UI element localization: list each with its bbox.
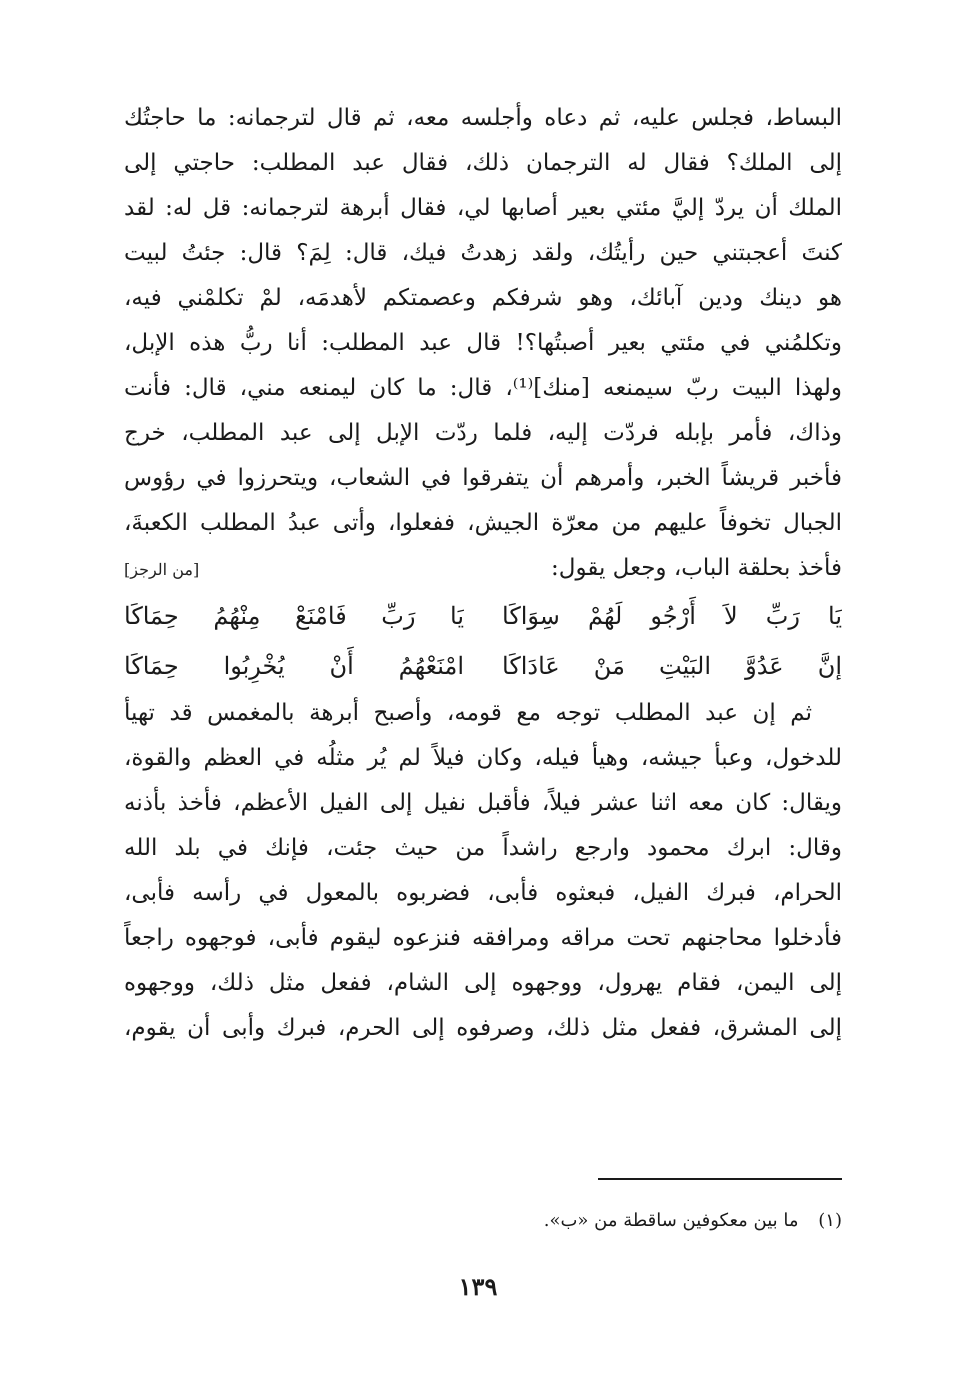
text-line: هو دينك ودين آبائك، وهو شرفكم وعصمتكم لأهدمَه، لمْ تكلمْني فيه، bbox=[124, 285, 842, 311]
text-line: ويقال: كان معه اثنا عشر فيلاً، فأقبل نفيل إلى الفيل الأعظم، فأخذ بأذنه bbox=[124, 790, 842, 816]
text-line: وتكلمُني في مئتي بعير أصبتُها؟! قال عبد المطلب: أنا ربُّ هذه الإبل، bbox=[124, 330, 842, 356]
main-text bbox=[124, 96, 842, 1051]
page-number: ١٣٩ bbox=[458, 1272, 498, 1301]
verse-first-hemistich: يَا رَبِّ لاَ أَرْجُو لَهُمْ سِوَاكَا bbox=[502, 602, 842, 630]
verse-second-hemistich: امْنَعْهُمُ أَنْ يُخْرِبُوا حِمَاكَا bbox=[124, 652, 464, 680]
text-line: فأدخلوا محاجنهم تحت مراقه ومرافقه فنزعوه ليقوم فأبى، فوجهوه راجعاً bbox=[124, 925, 842, 951]
text-line: الملك أن يردّ إليَّ مئتي بعير أصابها لي، فقال أبرهة لترجمانه: قل له: لقد bbox=[124, 195, 842, 221]
text-line: كنتَ أعجبتني حين رأيتُك، ولقد زهدتُ فيك، قال: لِمَ؟ قال: جئتُ لبيت bbox=[124, 240, 842, 266]
text-line: للدخول، وعبأ جيشه، وهيأ فيله، وكان فيلاً لم يُر مثلُه في العظم والقوة، bbox=[124, 745, 842, 771]
text-line: إلى الملك؟ فقال له الترجمان ذلك، فقال عبد المطلب: حاجتي إلى bbox=[124, 150, 842, 176]
text-line: الجبال تخوفاً عليهم من معرّة الجيش، ففعلوا، وأتى عبدُ المطلب الكعبةَ، bbox=[124, 510, 842, 536]
verse-row bbox=[124, 641, 842, 691]
footnote-separator bbox=[598, 1178, 842, 1180]
text-line: ولهذا البيت ربّ سيمنعه [منك]⁽¹⁾، قال: ما كان ليمنعه مني، قال: فأنت bbox=[124, 375, 842, 401]
text-line: البساط، فجلس عليه، ثم دعاه وأجلسه معه، ثم قال لترجمانه: ما حاجتُك bbox=[124, 105, 842, 131]
verse-row bbox=[124, 591, 842, 641]
text-line: وذاك، فأمر بإبله فردّت إليه، فلما ردّت الإبل إلى عبد المطلب، خرج bbox=[124, 420, 842, 446]
footnote-number: (١) bbox=[818, 1210, 842, 1231]
footnote-text: ما بين معكوفين ساقطة من «ب». bbox=[543, 1210, 799, 1231]
text-line: وقال: ابرك محمود وارجع راشداً من حيث جئت، فإنك في بلد الله bbox=[124, 835, 842, 861]
text-line: إلى اليمن، فقام يهرول، ووجهوه إلى الشام، ففعل مثل ذلك، ووجهوه bbox=[124, 970, 842, 996]
paragraph-first-line: ثم إن عبد المطلب توجه مع قومه، وأصبح أبرهة بالمغمس قد تهيأ bbox=[124, 700, 812, 726]
text-line: الحرام، فبرك الفيل، فبعثوه فأبى، فضربوه بالمعول في رأسه فأبى، bbox=[124, 880, 842, 906]
verse-first-hemistich: إنَّ عَدُوَّ البَيْتِ مَنْ عَادَاكَا bbox=[502, 652, 842, 680]
text-line: فأخبر قريشاً الخبر، وأمرهم أن يتفرقوا في الشعاب، ويتحرزوا في رؤوس bbox=[124, 465, 842, 491]
verse-intro-line bbox=[124, 546, 842, 591]
poetic-meter-label: [من الرجز] bbox=[124, 560, 200, 579]
text-line: إلى المشرق، ففعل مثل ذلك، وصرفوه إلى الحرم، فبرك وأبى أن يقوم، bbox=[124, 1015, 842, 1041]
verse-intro: فأخذ بحلقة الباب، وجعل يقول: bbox=[550, 555, 842, 581]
footnote bbox=[544, 1206, 842, 1236]
verse-second-hemistich: يَا رَبِّ فَامْنَعْ مِنْهُمُ حِمَاكَا bbox=[124, 602, 464, 630]
